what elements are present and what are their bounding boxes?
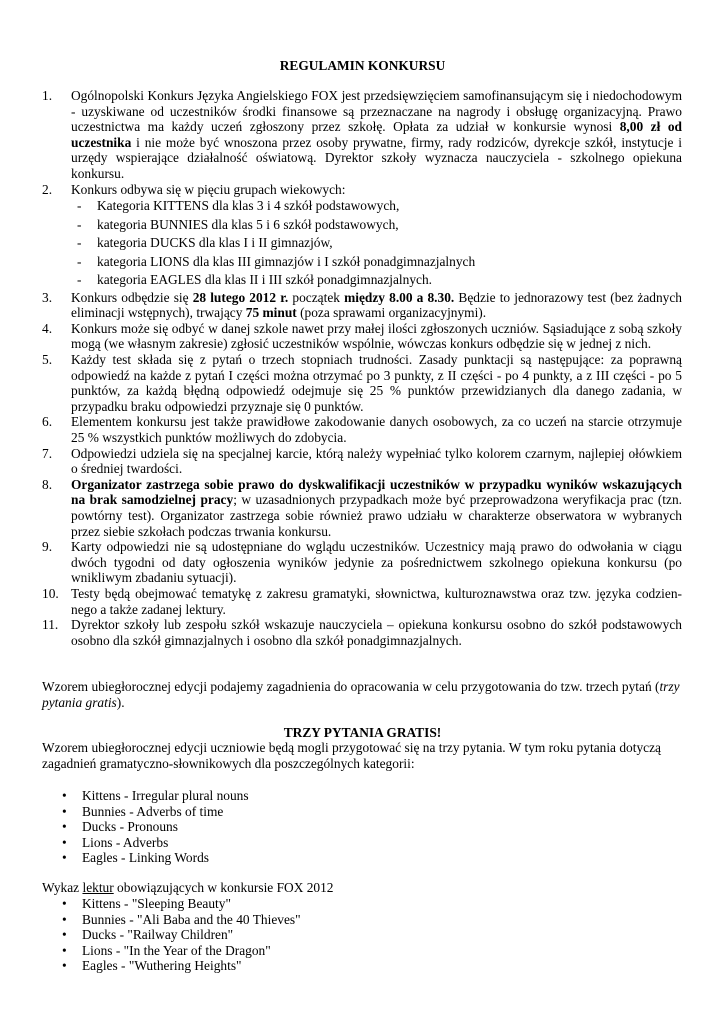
- book-item: [62, 958, 662, 974]
- rule-text: Będzie to jednorazowy test (bez żadnych eliminacji wstępnych), trwający: [71, 289, 683, 321]
- book-item-text: Kittens - "Sleeping Beauty": [82, 896, 231, 911]
- category-item: [71, 271, 682, 290]
- rule-number: 2.: [42, 181, 53, 197]
- topic-item: [62, 835, 662, 851]
- topic-item: [62, 804, 662, 820]
- dash-marker: -: [77, 198, 82, 214]
- topics-list: [62, 788, 662, 866]
- bullet-icon: •: [62, 911, 67, 927]
- rule-bold-text: 75 minut: [245, 305, 297, 321]
- rule-number: 1.: [42, 88, 53, 103]
- rule-item: [42, 290, 682, 321]
- book-item: [62, 943, 662, 959]
- rule-number: 5.: [42, 352, 53, 368]
- rule-bold-text: między 8.00 a 8.30.: [344, 289, 455, 305]
- rule-number: 4.: [42, 320, 53, 336]
- gratis-heading: TRZY PYTANIA GRATIS!: [283, 725, 442, 740]
- topic-item: [62, 819, 662, 835]
- category-list: [71, 197, 682, 290]
- rule-bold-text: 28 lutego 2012 r.: [192, 289, 289, 305]
- rule-text: Ogólnopolski Konkurs Języka Angielskiego FOX jest przedsięwzięciem samofinansującym się i niedochodowym - uzyskiwane od uczestników środki finansowe są przeznaczane na nagrody i obsługę organizacyjną. Prawo uczestnictwa ma każdy uczeń zgłoszony przez szkołę. Opłata za udział w konkursie wynosi: [71, 88, 682, 135]
- category-text: kategoria LIONS dla klas III gimnazjów i I szkół ponadgimnazjalnych: [97, 253, 476, 269]
- topic-item-text: Ducks - Pronouns: [82, 819, 178, 835]
- dash-marker: -: [77, 253, 82, 269]
- topic-item: [62, 788, 662, 804]
- book-item: [62, 927, 662, 943]
- rule-text: i nie może być wnoszona przez osoby prywatne, firmy, rady rodziców, dyrekcje szkół, instytucje i urzędy wspierające działalność oświatową. Dyrektor szkoły wyznacza nauczyciela - szkolnego opiekuna konkursu.: [71, 134, 682, 181]
- topic-item-text: Kittens - Irregular plural nouns: [82, 788, 249, 803]
- category-text: Kategoria KITTENS dla klas 3 i 4 szkół podstawowych,: [97, 198, 400, 214]
- rule-number: 10.: [42, 585, 59, 601]
- rules-list: [42, 88, 682, 648]
- book-item-text: Lions - "In the Year of the Dragon": [82, 942, 271, 958]
- rule-text: Odpowiedzi udziela się na specjalnej karcie, którą należy wypełniać tylko kolorem czarnym, najlepiej ołówkiem o średniej twardości.: [71, 445, 682, 477]
- topic-item-text: Bunnies - Adverbs of time: [82, 803, 224, 819]
- rule-item: [42, 182, 682, 290]
- book-item: [62, 896, 662, 912]
- intro-paragraph: [42, 679, 682, 710]
- rule-text: Elementem konkursu jest także prawidłowe zakodowanie danych osobowych, za co uczeń na starcie otrzymuje 25 % wszystkich punktów możliwych do zdobycia.: [71, 414, 682, 445]
- rule-text: Konkurs odbędzie się: [71, 289, 193, 305]
- bullet-icon: •: [62, 834, 67, 850]
- rule-item: [42, 617, 682, 648]
- rule-number: 7.: [42, 445, 53, 461]
- category-item: [71, 197, 682, 216]
- bullet-icon: •: [62, 850, 67, 866]
- book-item: [62, 912, 662, 928]
- book-item-text: Eagles - "Wuthering Heights": [82, 958, 242, 974]
- rule-item: [42, 446, 682, 477]
- bullet-icon: •: [62, 958, 67, 974]
- dash-marker: -: [77, 272, 82, 288]
- bullet-icon: •: [62, 927, 67, 943]
- rule-text: Dyrektor szkoły lub zespołu szkół wskazuje nauczyciela – opiekuna konkursu osobno do szkół podstawowych osobno dla szkół gimnazjalnych i osobno dla szkół ponadgimnazjalnych.: [71, 617, 682, 648]
- rule-number: 6.: [42, 414, 53, 430]
- rule-item: [42, 88, 682, 182]
- rule-item: [42, 477, 682, 539]
- topic-item: [62, 850, 662, 866]
- category-item: [71, 234, 682, 253]
- lektury-underlined: lektur: [82, 880, 114, 895]
- bullet-icon: •: [62, 942, 67, 958]
- document-title: REGULAMIN KONKURSU: [279, 58, 446, 73]
- dash-marker: -: [77, 216, 82, 232]
- bullet-icon: •: [62, 803, 67, 819]
- intro-text: Wzorem ubiegłorocznej edycji podajemy zagadnienia do opracowania w celu przygotowania do tzw. trzech pytań (: [42, 679, 660, 694]
- rule-bold-text: Organizator zastrzega sobie prawo do dyskwalifikacji uczestników w przypadku wyników wskazujących na brak samodzielnej pracy: [71, 476, 682, 508]
- rule-text: Konkurs odbywa się w pięciu grupach wiekowych:: [71, 181, 346, 197]
- lektury-pre: Wykaz: [42, 880, 83, 895]
- rule-text: Konkurs może się odbyć w danej szkole nawet przy małej ilości zgłoszonych uczniów. Sąsiadujące z sobą szkoły mogą (we własnym zakresie) zgłosić uczestników wspólnie, wówczas konkurs odbędzie się w jednej z nich.: [71, 320, 682, 352]
- rule-bold-text: 8,00 zł od uczestnika: [71, 119, 682, 150]
- book-item-text: Ducks - "Railway Children": [82, 927, 234, 943]
- rule-text: ; w uzasadnionych przypadkach może być przeprowadzona weryfikacja prac (tzn. powtórny test). Organizator zastrzega sobie również prawo udziału w charakterze obserwatora w wybranych przez siebie szkołach podczas trwania konkursu.: [71, 492, 682, 539]
- bullet-icon: •: [62, 788, 67, 803]
- dash-marker: -: [77, 235, 82, 251]
- rule-text: Każdy test składa się z pytań o trzech stopniach trudności. Zasady punktacji są następujące: za poprawną odpowiedź na każde z pytań I części można otrzymać po 3 punkty, z II części - po 4 punkty, a z III części - po 5 punktów, za każdą błędną odpowiedź odejmuje się 25 % punktów przewidzianych dla danego zadania, w przypadku braku odpowiedzi przyznaje się 0 punktów.: [71, 352, 682, 414]
- lektury-post: obowiązujących w konkursie FOX 2012: [113, 880, 334, 895]
- rule-text: (poza sprawami organizacyjnymi).: [296, 305, 487, 321]
- rule-text: Testy będą obejmować tematykę z zakresu gramatyki, słownictwa, kulturoznawstwa oraz tzw. języka codzien-nego a także zadanej lektury.: [71, 585, 682, 617]
- category-text: kategoria BUNNIES dla klas 5 i 6 szkół podstawowych,: [97, 216, 399, 232]
- intro-italic: trzy pytania gratis: [42, 679, 680, 710]
- category-text: kategoria EAGLES dla klas II i III szkół ponadgimnazjalnych.: [97, 272, 433, 288]
- bullet-icon: •: [62, 896, 67, 911]
- book-item-text: Bunnies - "Ali Baba and the 40 Thieves": [82, 911, 301, 927]
- rule-item: [42, 539, 682, 586]
- gratis-paragraph: Wzorem ubiegłorocznej edycji uczniowie będą mogli przygotować się na trzy pytania. W tym roku pytania dotyczą zagadnień gramatyczno-słownikowych dla poszczególnych kategorii:: [42, 740, 661, 771]
- topic-item-text: Lions - Adverbs: [82, 834, 169, 850]
- rule-text: Karty odpowiedzi nie są udostępniane do wglądu uczestników. Uczestnicy mają prawo do odwołania w ciągu dwóch tygodni od daty ogłoszenia wyników jedynie za pośrednictwem szkolnego opiekuna konkursu (po wnikliwym zbadaniu sytuacji).: [71, 539, 682, 586]
- rule-item: [42, 414, 682, 445]
- rule-item: [42, 321, 682, 352]
- intro-end: ).: [116, 694, 125, 710]
- category-text: kategoria DUCKS dla klas I i II gimnazjów,: [97, 235, 333, 251]
- lektury-heading: [42, 880, 682, 896]
- rule-text: początek: [288, 289, 345, 305]
- category-item: [71, 253, 682, 272]
- rule-item: [42, 586, 682, 617]
- topic-item-text: Eagles - Linking Words: [82, 850, 209, 866]
- rule-number: 3.: [42, 289, 53, 305]
- bullet-icon: •: [62, 819, 67, 835]
- rule-number: 9.: [42, 539, 53, 555]
- category-item: [71, 216, 682, 235]
- rule-number: 11.: [42, 617, 59, 633]
- rule-number: 8.: [42, 476, 53, 492]
- rule-item: [42, 352, 682, 414]
- books-list: [62, 896, 662, 974]
